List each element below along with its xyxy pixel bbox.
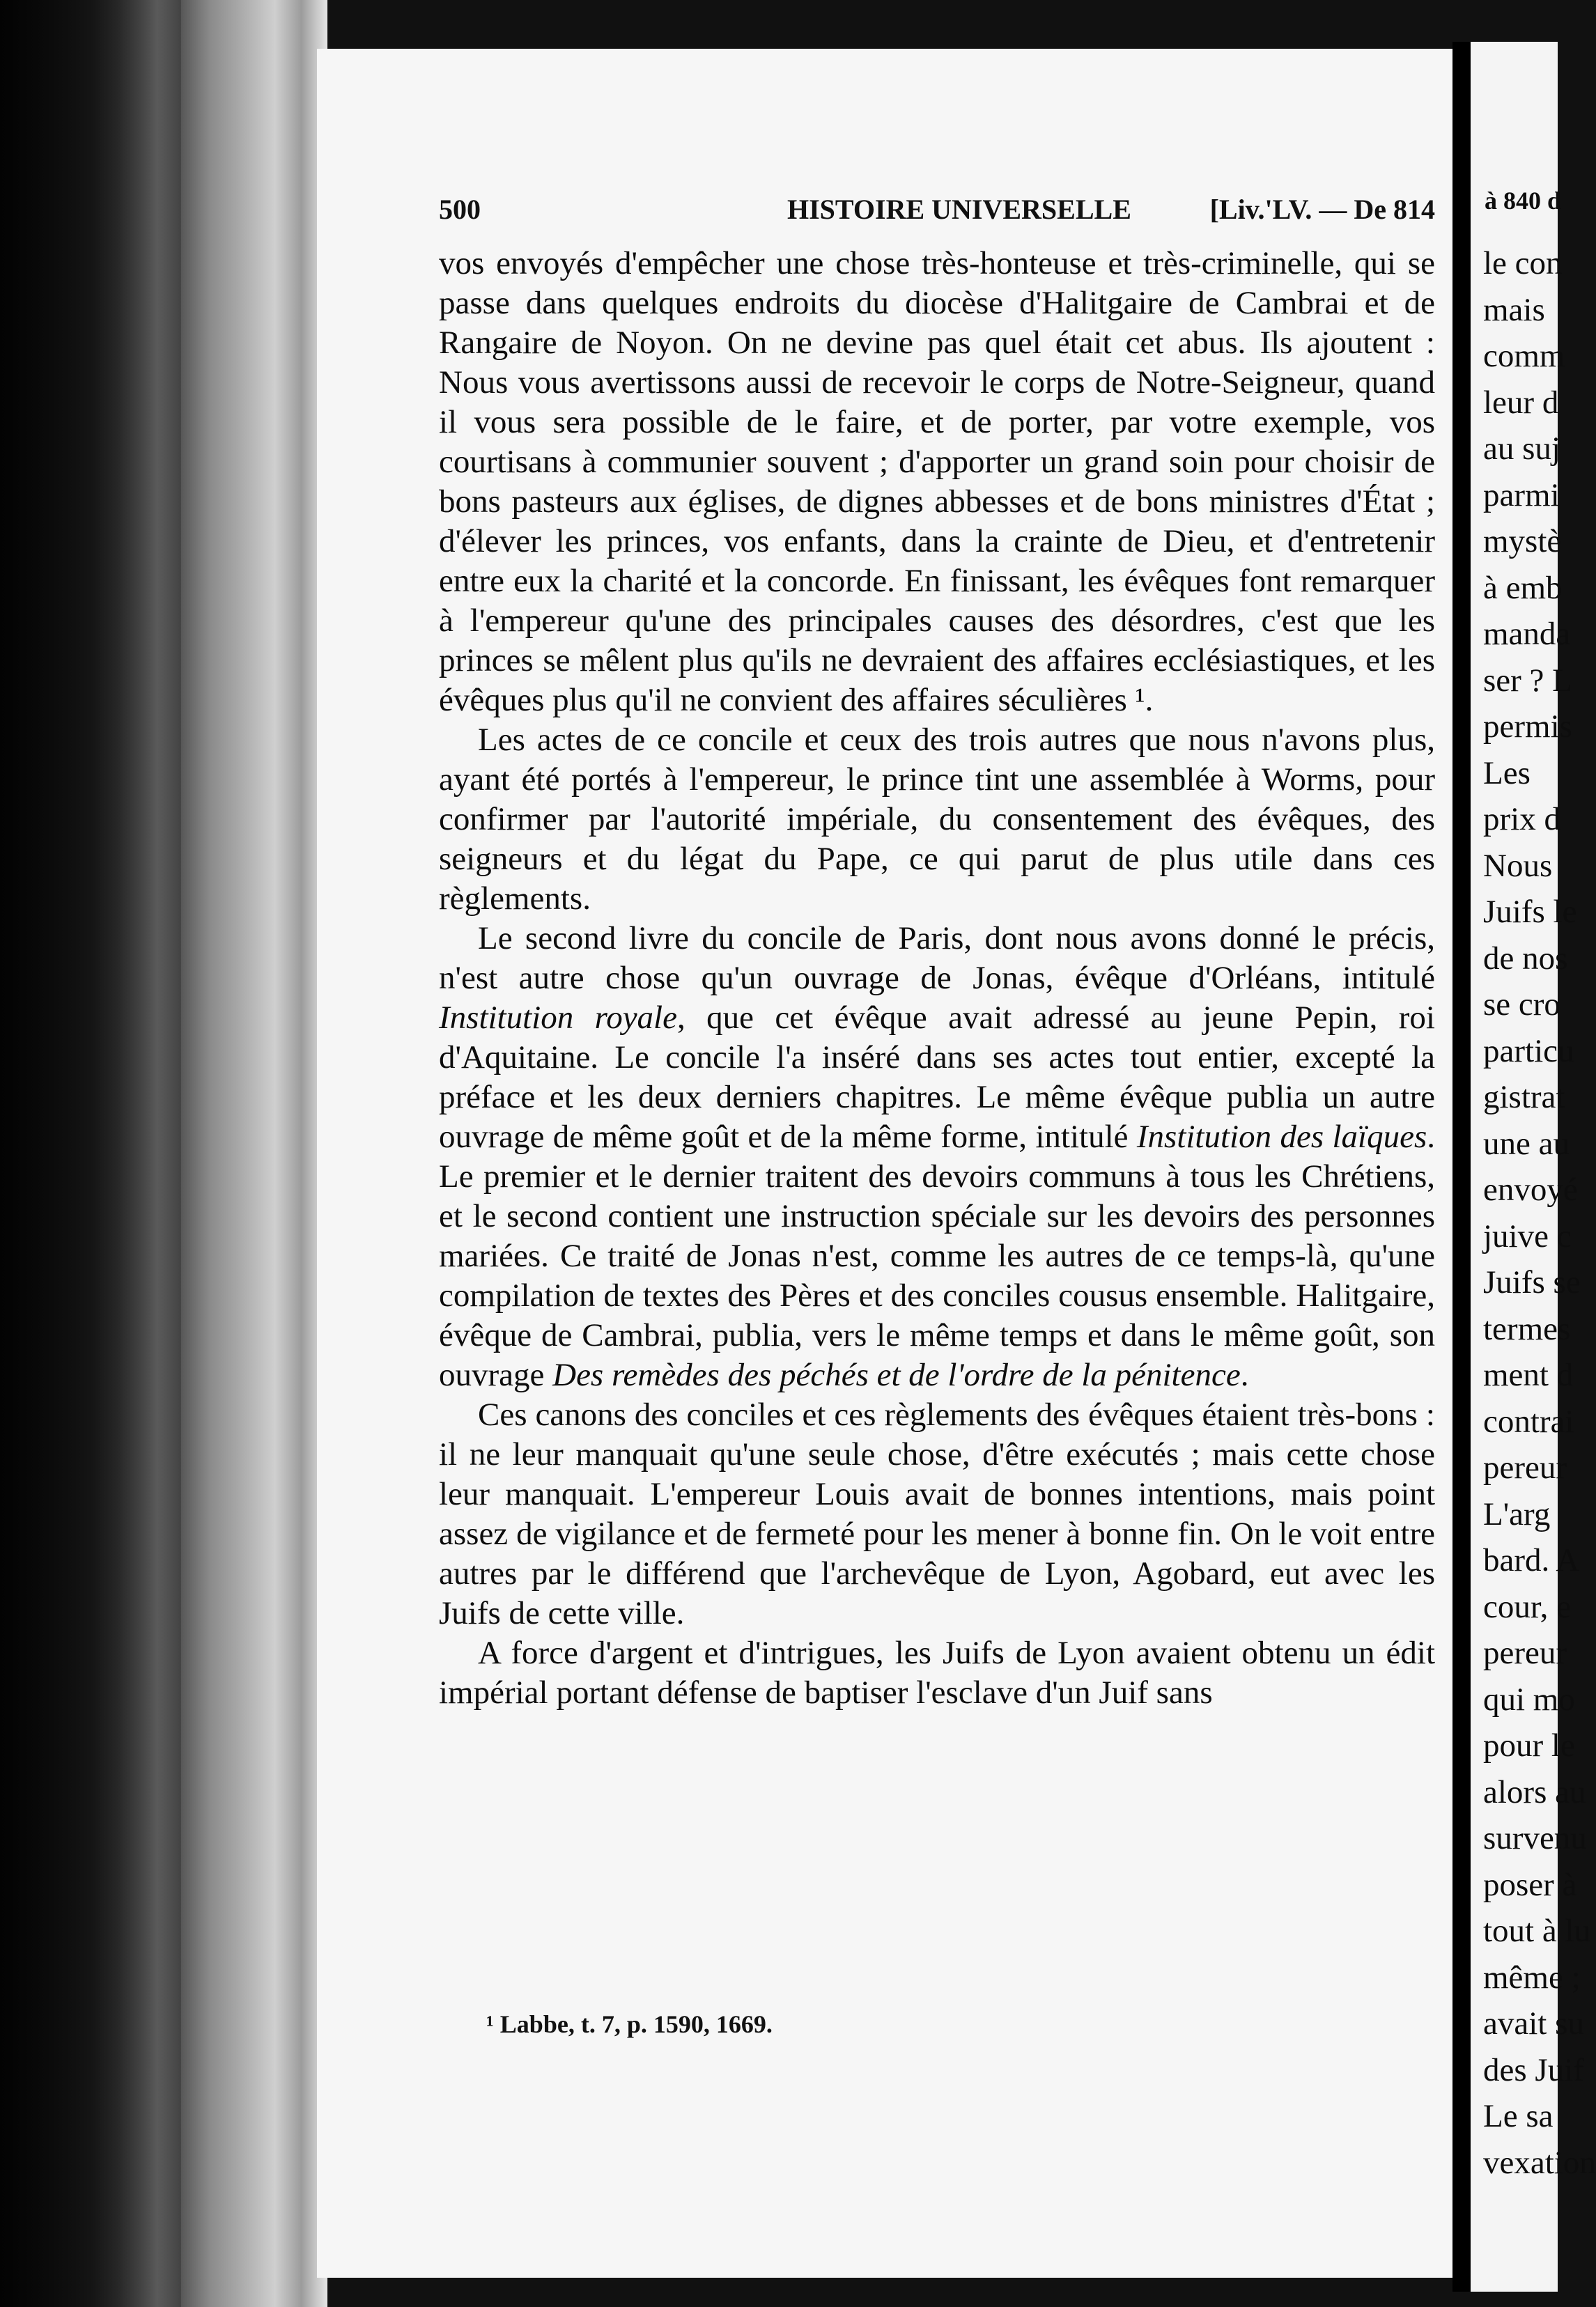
facing-line-fragment: L'arg (1483, 1496, 1551, 1532)
paragraph (439, 720, 1435, 919)
facing-line-fragment: ser ? L (1483, 662, 1572, 699)
binding-shadow (0, 0, 181, 2307)
page-number: 500 (439, 194, 481, 225)
text-run: Les actes de ce concile et ceux des trois autres que nous n'avons plus, ayant été portés à l'empereur, le prince tint une assemblée à Worms, pour confirmer par l'autorité impériale, du consentement des évêques, des seigneurs et du légat du Pape, ce qui parut de plus utile dans ces règlements. (439, 722, 1435, 917)
facing-running-head: à 840 d (1485, 187, 1562, 215)
facing-line-fragment: mystè (1483, 523, 1562, 559)
facing-line-fragment: ment d (1483, 1357, 1574, 1393)
running-head (439, 193, 1435, 235)
facing-line-fragment: Juifs le (1483, 894, 1577, 930)
paragraph (439, 919, 1435, 1395)
facing-line-fragment: Les (1483, 754, 1531, 791)
facing-line-fragment: particu (1483, 1032, 1574, 1069)
footnote: ¹ Labbe, t. 7, p. 1590, 1669. (486, 2010, 773, 2038)
facing-line-fragment: contrai (1483, 1403, 1574, 1440)
facing-line-fragment: Le sa (1483, 2098, 1554, 2134)
facing-line-fragment: le con (1483, 245, 1563, 281)
gutter (1452, 42, 1471, 2292)
facing-page (1471, 42, 1596, 2292)
facing-line-fragment: une au (1483, 1125, 1570, 1162)
facing-line-fragment: manda (1483, 616, 1571, 652)
facing-line-fragment: poser à (1483, 1866, 1577, 1903)
facing-line-fragment: qui mo (1483, 1681, 1575, 1718)
section-marker: [Liv.'LV. — De 814 (1209, 194, 1435, 225)
facing-line-fragment: Nous (1483, 847, 1553, 884)
body-text (439, 244, 1435, 1713)
text-run: , que cet évêque avait adressé au jeune Pepin, roi d'Aquitaine. Le concile l'a inséré dans ses actes tout entier, excepté la préface et les deux derniers chapitres. Le même évêque publia un autre ouvrage de même goût et de la même forme, intitulé (439, 1000, 1435, 1155)
paragraph (439, 1633, 1435, 1713)
text-run: Le second livre du concile de Paris, dont nous avons donné le précis, n'est autre chose qu'un ouvrage de Jonas, évêque d'Orléans, intitulé (439, 920, 1435, 996)
facing-line-fragment: mais (1483, 291, 1545, 328)
paragraph (439, 244, 1435, 720)
facing-line-fragment: se cro (1483, 986, 1560, 1023)
facing-line-fragment: leur d (1483, 384, 1559, 421)
facing-line-fragment: parmi (1483, 476, 1560, 513)
facing-line-fragment: prix d (1483, 801, 1560, 837)
italic-title: Institution des laïques (1136, 1119, 1427, 1155)
facing-line-fragment: de nos (1483, 940, 1568, 977)
text-run: Ces canons des conciles et ces règlements des évêques étaient très-bons : il ne leur manquait qu'une seule chose, d'être exécutés ; mais cette chose leur manquait. L'empereur Louis avait de bonnes intentions, mais point assez de vigilance et de fermeté pour les mener à bonne fin. On le voit entre autres par le différend que l'archevêque de Lyon, Agobard, eut avec les Juifs de cette ville. (439, 1397, 1435, 1631)
book-title: HISTOIRE UNIVERSELLE (787, 194, 1131, 225)
facing-line-fragment: cour, e (1483, 1588, 1571, 1625)
facing-line-fragment: Juifs se (1483, 1264, 1581, 1300)
text-run: vos envoyés d'empêcher une chose très-honteuse et très-criminelle, qui se passe dans quelques endroits du diocèse d'Halitgaire de Cambrai et de Rangaire de Noyon. On ne devine pas quel était cet abus. Ils ajoutent : Nous vous avertissons aussi de recevoir le corps de Notre-Seigneur, quand il vous sera possible de le faire, et de porter, par votre exemple, vos courtisans à communier souvent ; d'apporter un grand soin pour choisir de bons pasteurs aux églises, de dignes abbesses et de bons ministres d'État ; d'élever les princes, vos enfants, dans la crainte de Dieu, et d'entretenir entre eux la charité et la concorde. En finissant, les évêques font remarquer à l'empereur qu'une des principales causes des désordres, c'est que les princes se mêlent plus qu'ils ne devraient des affaires ecclésiastiques, et les évêques plus qu'il ne convient des affaires séculières ¹. (439, 245, 1435, 718)
facing-line-fragment: à emb (1483, 569, 1563, 606)
facing-line-fragment: bard. A (1483, 1542, 1580, 1578)
facing-line-fragment: survenu (1483, 1820, 1587, 1856)
facing-line-fragment: comm (1483, 338, 1565, 374)
paragraph (439, 1395, 1435, 1633)
italic-title: Institution royale (439, 1000, 677, 1036)
text-run: . Le premier et le dernier traitent des devoirs communs à tous les Chrétiens, et le second contient une instruction spéciale sur les devoirs des personnes mariées. Ce traité de Jonas n'est, comme les autres de ce temps-là, qu'une compilation de textes des Pères et des conciles cousus ensemble. Halitgaire, évêque de Cambrai, publia, vers le même temps et dans le même goût, son ouvrage (439, 1119, 1435, 1393)
facing-line-fragment: tout à lu (1483, 1913, 1591, 1949)
facing-line-fragment: pereur (1483, 1450, 1567, 1486)
text-run: A force d'argent et d'intrigues, les Juifs de Lyon avaient obtenu un édit impérial portant défense de baptiser l'esclave d'un Juif sans (439, 1635, 1435, 1711)
facing-line-fragment: même ; (1483, 1959, 1581, 1996)
facing-line-fragment: des Juif (1483, 2051, 1584, 2088)
facing-line-fragment: alors au (1483, 1773, 1586, 1810)
facing-line-fragment: avait su (1483, 2005, 1584, 2042)
italic-title: Des remèdes des péchés et de l'ordre de la pénitence (552, 1357, 1241, 1393)
facing-line-fragment: envoyé (1483, 1172, 1578, 1208)
facing-line-fragment: termes (1483, 1310, 1571, 1347)
facing-line-fragment: gistrat (1483, 1079, 1565, 1115)
facing-line-fragment: au suj (1483, 430, 1560, 467)
facing-line-fragment: permis (1483, 708, 1572, 745)
facing-line-fragment: pereur (1483, 1635, 1567, 1671)
facing-line-fragment: juive c (1483, 1218, 1572, 1255)
facing-line-fragment: pour le (1483, 1727, 1575, 1764)
facing-line-fragment: vexation (1483, 2144, 1596, 2181)
text-run: . (1240, 1357, 1249, 1393)
